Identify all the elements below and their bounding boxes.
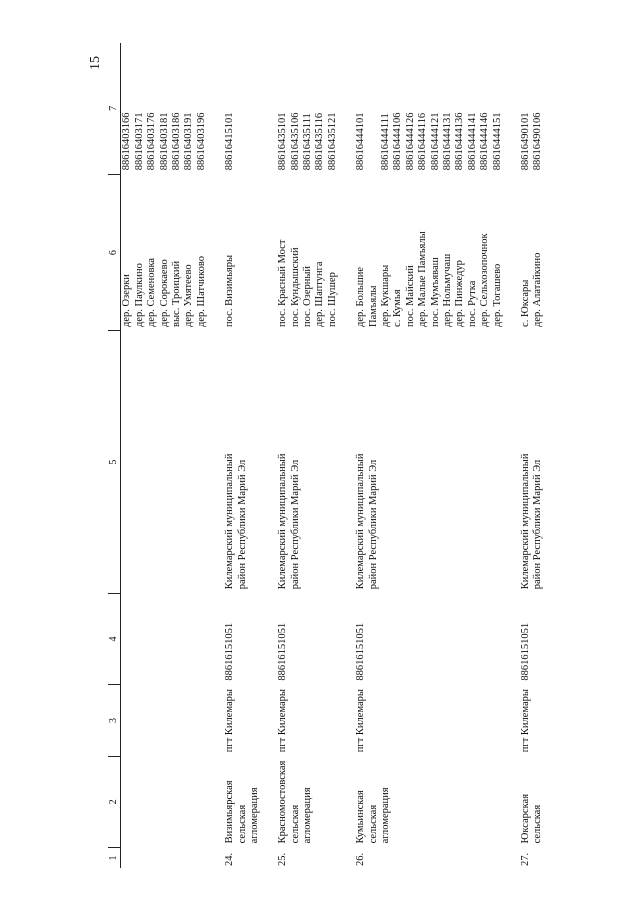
cell-line: 88616403196	[195, 112, 207, 171]
agglomeration-table	[108, 43, 561, 868]
center-code-line: 88616151051	[224, 622, 236, 681]
settlement-list-line: дер. Пинжедур	[454, 260, 466, 327]
row-number	[224, 847, 277, 868]
settlement-code-list-line: 88616444151	[491, 112, 503, 171]
center-name	[355, 685, 520, 757]
district-name-line: район Республики Марий Эл	[367, 459, 379, 590]
table-row-continuation	[121, 43, 224, 868]
center-code	[355, 593, 520, 684]
district-name-line: район Республики Марий Эл	[289, 459, 301, 590]
settlement-list-line: Памъялы	[367, 285, 379, 327]
settlement-list-line: дер. Алатайкино	[532, 252, 544, 327]
cell-line: 88616403186	[170, 112, 182, 171]
settlement-code-list-line: 88616444121	[429, 112, 441, 171]
row-number	[277, 847, 355, 868]
settlement-code-list-line: 88616444111	[380, 113, 392, 171]
center-code	[224, 593, 277, 684]
center-code-line: 88616151051	[277, 622, 289, 681]
continuation-codes	[121, 43, 224, 174]
row-number	[520, 847, 561, 868]
settlement-code-list-line: 88616435106	[289, 112, 301, 171]
col-header-4: 4	[108, 593, 121, 684]
settlement-code-list-line: 88616435116	[314, 112, 326, 171]
settlement-list-line: дер. Кукшары	[380, 264, 392, 327]
settlement-list-line: дер. Нольмучаш	[442, 253, 453, 327]
settlement-list-line: пос. Шушер	[326, 272, 338, 327]
table-row	[520, 43, 561, 868]
settlement-list-line: пос. Визимьяры	[224, 254, 236, 327]
settlement-list-line: пос. Озерный	[302, 265, 314, 327]
district-name-line: Килемарский муниципальный	[519, 453, 531, 590]
settlement-code-list-line	[368, 47, 380, 170]
row-number-line: 27.	[519, 852, 531, 866]
table-row	[224, 43, 277, 868]
agglomeration-name	[224, 756, 277, 847]
settlement-code-list-line: 88616435101	[277, 112, 289, 171]
center-name	[520, 685, 561, 757]
settlement-list-line: с. Юксары	[519, 279, 531, 327]
agglomeration-name-line: Красномостовская	[277, 760, 289, 844]
settlement-code-list	[224, 43, 277, 174]
settlement-list-line: дер. Шаптунга	[314, 261, 326, 327]
settlement-list-line: пос. Майский	[404, 265, 416, 327]
center-name-line: пгт Килемары	[355, 689, 367, 753]
page-number: 15	[88, 56, 103, 70]
settlement-code-list-line: 88616444101	[355, 112, 367, 171]
settlement-list-line: пос. Мумъяваш	[429, 257, 441, 327]
cell-line: 88616403166	[121, 112, 133, 171]
cell-line: 88616403176	[146, 112, 158, 171]
district-name-line: район Республики Марий Эл	[236, 459, 248, 590]
settlement-list	[355, 174, 520, 331]
settlement-code-list-line: 88616444136	[454, 112, 466, 171]
agglomeration-name-line: агломерация	[248, 787, 260, 844]
district-name	[224, 331, 277, 593]
agglomeration-name-line: Визимьярская	[224, 780, 236, 844]
cell-line: 88616403171	[133, 112, 145, 171]
agglomeration-name-line: агломерация	[380, 787, 392, 844]
settlement-list-line: дер. Большие	[355, 266, 367, 327]
settlement-code-list-line: 88616444131	[442, 112, 453, 171]
cell-line: дер. Озерки	[121, 274, 133, 327]
col-header-7: 7	[108, 43, 121, 174]
settlement-list-line: дер. Сельхозопочнок	[479, 233, 491, 327]
settlement-list	[277, 174, 355, 331]
cell-line: дер. Шатчиково	[195, 256, 207, 327]
settlement-list-line: дер. Малые Памъялы	[417, 231, 429, 327]
settlement-code-list-line: 88616444141	[466, 112, 478, 171]
settlement-code-list	[355, 43, 520, 174]
settlement-code-list-line: 88616444106	[392, 112, 404, 171]
settlement-code-list	[520, 43, 561, 174]
cell-line: дер. Умятеево	[183, 264, 195, 327]
district-name	[277, 331, 355, 593]
center-code-line: 88616151051	[355, 622, 367, 681]
agglomeration-name-line: сельская	[367, 804, 379, 844]
district-name-line: Килемарский муниципальный	[224, 453, 236, 590]
row-number	[355, 847, 520, 868]
agglomeration-name-line: сельская	[236, 804, 248, 844]
col-header-5: 5	[108, 331, 121, 593]
center-code	[520, 593, 561, 684]
cell-line: 88616403181	[158, 112, 170, 171]
cell-line: выс. Троицкий	[170, 260, 182, 327]
settlement-list-line: пос. Красный Мост	[277, 239, 289, 327]
settlement-code-list-line: 88616435111	[302, 113, 314, 171]
agglomeration-name-line: агломерация	[302, 787, 314, 844]
settlement-code-list-line: 88616444116	[417, 112, 429, 171]
center-code-line: 88616151051	[519, 622, 531, 681]
col-header-1: 1	[108, 847, 121, 868]
center-name	[224, 685, 277, 757]
center-name-line: пгт Килемары	[277, 689, 289, 753]
cell-line: дер. Сорокаево	[158, 259, 170, 327]
district-name-line: район Республики Марий Эл	[532, 459, 544, 590]
agglomeration-name	[355, 756, 520, 847]
settlement-list	[224, 174, 277, 331]
settlement-list	[520, 174, 561, 331]
center-name	[277, 685, 355, 757]
agglomeration-name	[520, 756, 561, 847]
center-name-line: пгт Килемары	[519, 689, 531, 753]
col-header-6: 6	[108, 174, 121, 331]
agglomeration-name-line: сельская	[289, 804, 301, 844]
center-code	[277, 593, 355, 684]
settlement-code-list-line: 88616444146	[479, 112, 491, 171]
settlement-code-list-line: 88616435121	[326, 112, 338, 171]
rotated-table-container	[108, 43, 598, 868]
settlement-list-line: дер. Тогашево	[491, 263, 503, 327]
center-name-line: пгт Килемары	[224, 689, 236, 753]
col-header-3: 3	[108, 685, 121, 757]
settlement-code-list-line: 88616490106	[532, 112, 544, 171]
cell-line: 88616403191	[183, 112, 195, 171]
row-number-line: 24.	[224, 852, 236, 866]
agglomeration-name-line: сельская	[532, 804, 544, 844]
row-number-line: 25.	[277, 852, 289, 866]
continuation-settlements	[121, 174, 224, 331]
settlement-code-list-line: 88616444126	[404, 112, 416, 171]
district-name	[355, 331, 520, 593]
district-name-line: Килемарский муниципальный	[355, 453, 367, 590]
agglomeration-name-line: Кумьинская	[355, 790, 367, 844]
cell-line: дер. Семеновка	[146, 257, 158, 327]
settlement-list-line: пос. Рутка	[466, 280, 478, 327]
settlement-code-list-line: 88616415101	[224, 112, 236, 171]
table-row	[355, 43, 520, 868]
settlement-list-line: пос. Кундышский	[289, 247, 301, 327]
cell-line: дер. Паулкино	[133, 263, 145, 327]
settlement-code-list-line: 88616490101	[519, 112, 531, 171]
col-header-2: 2	[108, 756, 121, 847]
agglomeration-name	[277, 756, 355, 847]
row-number-line: 26.	[355, 852, 367, 866]
district-name-line: Килемарский муниципальный	[277, 453, 289, 590]
column-number-row	[108, 43, 121, 868]
settlement-list-line: с. Кумья	[392, 289, 404, 327]
district-name	[520, 331, 561, 593]
settlement-code-list	[277, 43, 355, 174]
table-row	[277, 43, 355, 868]
agglomeration-name-line: Юксарская	[519, 793, 531, 844]
